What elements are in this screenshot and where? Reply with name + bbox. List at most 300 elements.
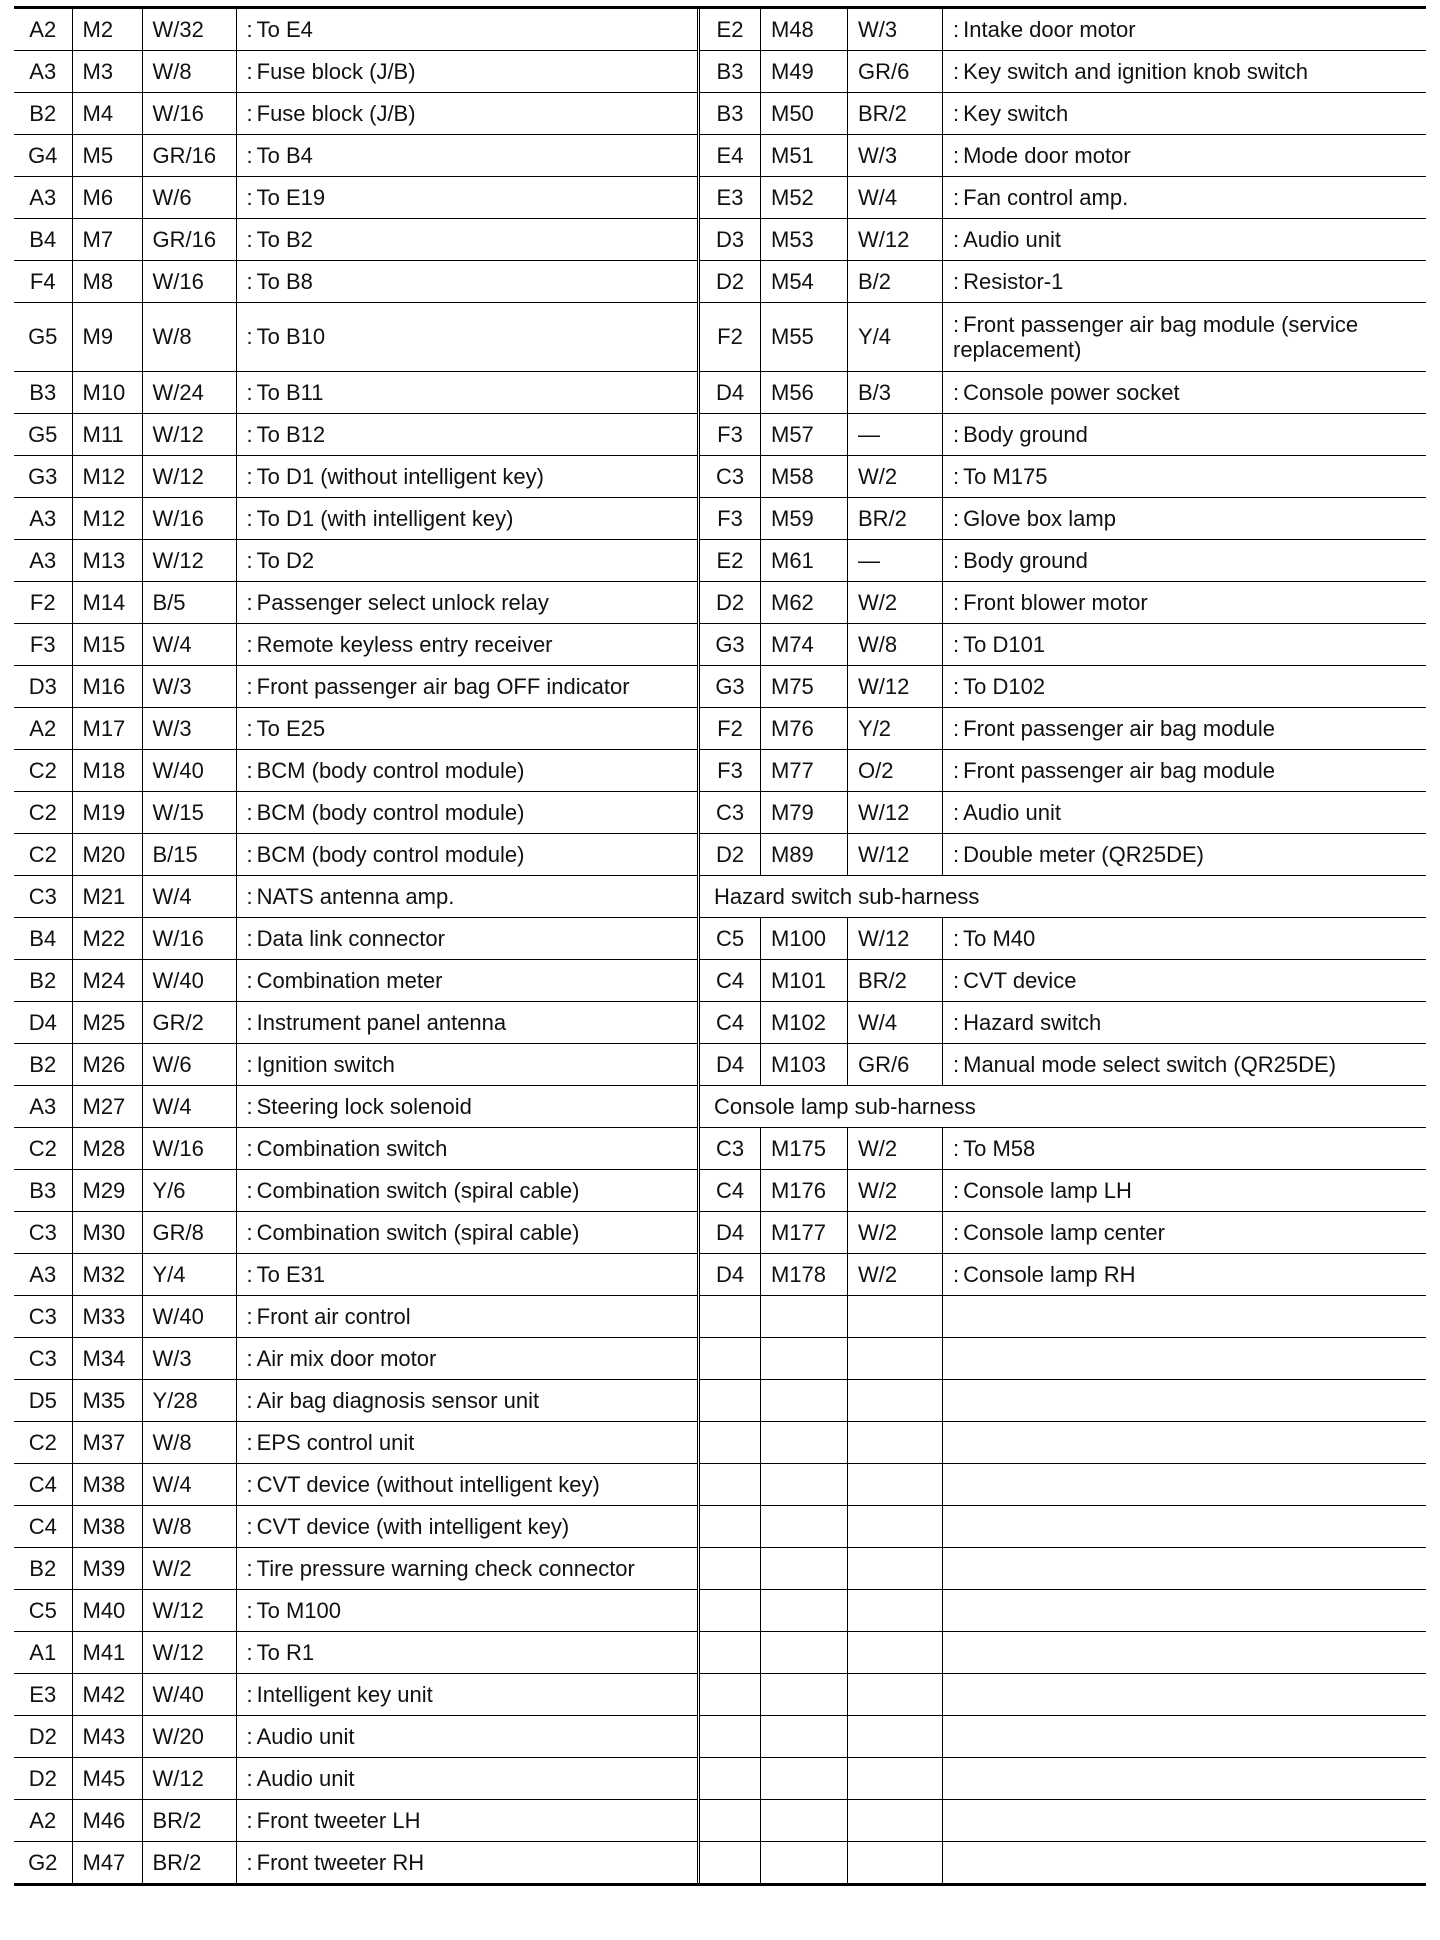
name-cell [943, 1380, 1427, 1422]
grid-reference: C3 [14, 876, 72, 918]
grid-reference: D3 [699, 219, 761, 261]
connector-row [699, 219, 1427, 261]
connector-row [699, 1170, 1427, 1212]
blank-row [699, 1758, 1427, 1800]
colon-separator: : [246, 226, 253, 252]
connector-number: M102 [761, 1002, 848, 1044]
connector-row [14, 1422, 697, 1464]
connector-type: BR/2 [142, 1842, 236, 1884]
colon-separator: : [953, 100, 960, 126]
connector-cell [761, 1842, 848, 1884]
connector-type: W/32 [142, 9, 236, 51]
connector-number: M21 [72, 876, 142, 918]
connector-name-cell [236, 792, 697, 834]
connector-type: W/4 [142, 1464, 236, 1506]
colon-separator: : [953, 715, 960, 741]
connector-number: M56 [761, 372, 848, 414]
connector-row [699, 540, 1427, 582]
type-cell [848, 1758, 943, 1800]
connector-name: To D101 [963, 631, 1046, 657]
grid-reference: A3 [14, 1254, 72, 1296]
colon-separator: : [953, 757, 960, 783]
connector-name: Front passenger air bag module [963, 715, 1275, 741]
connector-number: M14 [72, 582, 142, 624]
connector-name-cell [943, 51, 1427, 93]
connector-row [699, 303, 1427, 372]
grid-reference: F3 [699, 498, 761, 540]
connector-name-cell [236, 135, 697, 177]
connector-name-cell [236, 1506, 697, 1548]
connector-number: M11 [72, 414, 142, 456]
connector-name: To E25 [256, 715, 326, 741]
connector-number: M20 [72, 834, 142, 876]
connector-type: BR/2 [848, 960, 943, 1002]
colon-separator: : [953, 379, 960, 405]
connector-type: W/4 [142, 624, 236, 666]
grid-reference: D5 [14, 1380, 72, 1422]
grid-reference: B2 [14, 1548, 72, 1590]
connector-row [699, 498, 1427, 540]
section-header-row [699, 876, 1427, 918]
connector-type: W/12 [848, 792, 943, 834]
connector-number: M50 [761, 93, 848, 135]
connector-number: M25 [72, 1002, 142, 1044]
connector-name: CVT device (without intelligent key) [256, 1471, 600, 1497]
connector-number: M19 [72, 792, 142, 834]
connector-type: W/6 [142, 1044, 236, 1086]
grid-reference: G2 [14, 1842, 72, 1884]
connector-row [14, 51, 697, 93]
grid-reference: C2 [14, 834, 72, 876]
connector-cell [761, 1422, 848, 1464]
connector-type: W/16 [142, 1128, 236, 1170]
connector-name-cell [236, 1842, 697, 1884]
connector-type: GR/6 [848, 1044, 943, 1086]
blank-row [699, 1422, 1427, 1464]
connector-name: To M100 [256, 1597, 342, 1623]
connector-name-cell [943, 1044, 1427, 1086]
colon-separator: : [246, 1345, 253, 1371]
connector-number: M15 [72, 624, 142, 666]
colon-separator: : [953, 1219, 960, 1245]
connector-row [699, 372, 1427, 414]
connector-type: W/2 [848, 582, 943, 624]
connector-name: Front passenger air bag OFF indicator [256, 673, 630, 699]
connector-name-cell [236, 1548, 697, 1590]
connector-name: Tire pressure warning check connector [256, 1555, 635, 1581]
connector-number: M39 [72, 1548, 142, 1590]
connector-name-cell [943, 135, 1427, 177]
name-cell [943, 1632, 1427, 1674]
colon-separator: : [246, 1219, 253, 1245]
grid-reference: B3 [14, 1170, 72, 1212]
connector-type: W/8 [142, 51, 236, 93]
colon-separator: : [246, 1513, 253, 1539]
connector-type: O/2 [848, 750, 943, 792]
connector-number: M103 [761, 1044, 848, 1086]
connector-number: M100 [761, 918, 848, 960]
grid-reference: D3 [14, 666, 72, 708]
grid-reference: A3 [14, 540, 72, 582]
connector-number: M29 [72, 1170, 142, 1212]
connector-type: GR/16 [142, 135, 236, 177]
connector-name-cell [943, 1254, 1427, 1296]
grid-reference: B2 [14, 1044, 72, 1086]
connector-number: M62 [761, 582, 848, 624]
connector-type: GR/16 [142, 219, 236, 261]
connector-row [14, 1044, 697, 1086]
connector-type: W/3 [848, 135, 943, 177]
connector-name-cell [943, 1212, 1427, 1254]
colon-separator: : [953, 547, 960, 573]
connector-number: M76 [761, 708, 848, 750]
grid-cell [699, 1800, 761, 1842]
connector-name-cell [943, 93, 1427, 135]
colon-separator: : [953, 268, 960, 294]
colon-separator: : [246, 1807, 253, 1833]
connector-type: Y/6 [142, 1170, 236, 1212]
connector-type: W/20 [142, 1716, 236, 1758]
connector-name: Console power socket [963, 379, 1180, 405]
type-cell [848, 1842, 943, 1884]
connector-name-cell [943, 540, 1427, 582]
connector-name-cell [236, 303, 697, 372]
connector-number: M177 [761, 1212, 848, 1254]
connector-name: Manual mode select switch (QR25DE) [963, 1051, 1337, 1077]
connector-row [699, 177, 1427, 219]
colon-separator: : [246, 883, 253, 909]
connector-number: M48 [761, 9, 848, 51]
connector-type: BR/2 [848, 498, 943, 540]
grid-reference: D4 [699, 1254, 761, 1296]
connector-name: To D102 [963, 673, 1046, 699]
connector-number: M59 [761, 498, 848, 540]
grid-reference: C4 [14, 1464, 72, 1506]
colon-separator: : [953, 925, 960, 951]
connector-name-cell [236, 1464, 697, 1506]
colon-separator: : [953, 226, 960, 252]
grid-reference: C3 [14, 1338, 72, 1380]
grid-reference: F2 [14, 582, 72, 624]
grid-reference: F3 [699, 414, 761, 456]
connector-name-cell [236, 51, 697, 93]
connector-name-cell [236, 372, 697, 414]
connector-name-cell [236, 876, 697, 918]
connector-row [699, 708, 1427, 750]
colon-separator: : [246, 379, 253, 405]
connector-name: CVT device (with intelligent key) [256, 1513, 570, 1539]
grid-reference: B4 [14, 219, 72, 261]
connector-name-cell [943, 177, 1427, 219]
connector-row [14, 876, 697, 918]
type-cell [848, 1422, 943, 1464]
connector-table-right [697, 9, 1426, 1883]
connector-type: W/15 [142, 792, 236, 834]
connector-row [699, 9, 1427, 51]
connector-row [699, 624, 1427, 666]
grid-cell [699, 1758, 761, 1800]
colon-separator: : [953, 184, 960, 210]
colon-separator: : [953, 1051, 960, 1077]
connector-table-left [14, 9, 697, 1883]
connector-name: Remote keyless entry receiver [256, 631, 553, 657]
colon-separator: : [953, 463, 960, 489]
connector-cell [761, 1464, 848, 1506]
colon-separator: : [246, 1723, 253, 1749]
connector-type: W/40 [142, 750, 236, 792]
connector-row [14, 9, 697, 51]
grid-reference: D4 [699, 1044, 761, 1086]
connector-type: W/12 [848, 834, 943, 876]
connector-number: M13 [72, 540, 142, 582]
connector-number: M26 [72, 1044, 142, 1086]
connector-number: M32 [72, 1254, 142, 1296]
connector-name: Front passenger air bag module (service replacement) [953, 311, 1359, 362]
connector-name-cell [236, 582, 697, 624]
connector-name: Audio unit [256, 1723, 355, 1749]
connector-number: M22 [72, 918, 142, 960]
colon-separator: : [246, 16, 253, 42]
connector-number: M53 [761, 219, 848, 261]
connector-type: W/8 [142, 1506, 236, 1548]
connector-cell [761, 1590, 848, 1632]
colon-separator: : [953, 16, 960, 42]
connector-name-cell [236, 1086, 697, 1128]
connector-name: Passenger select unlock relay [256, 589, 549, 615]
colon-separator: : [246, 463, 253, 489]
connector-name: Combination meter [256, 967, 443, 993]
connector-row [699, 792, 1427, 834]
connector-type: W/40 [142, 1296, 236, 1338]
grid-reference: G5 [14, 414, 72, 456]
connector-name-cell [236, 1800, 697, 1842]
type-cell [848, 1590, 943, 1632]
connector-number: M74 [761, 624, 848, 666]
connector-number: M37 [72, 1422, 142, 1464]
grid-cell [699, 1464, 761, 1506]
name-cell [943, 1338, 1427, 1380]
connector-number: M18 [72, 750, 142, 792]
connector-type: Y/2 [848, 708, 943, 750]
type-cell [848, 1506, 943, 1548]
grid-reference: A1 [14, 1632, 72, 1674]
type-cell [848, 1716, 943, 1758]
connector-number: M54 [761, 261, 848, 303]
grid-reference: C3 [14, 1296, 72, 1338]
grid-reference: C3 [699, 1128, 761, 1170]
grid-reference: C2 [14, 792, 72, 834]
connector-name: Front air control [256, 1303, 411, 1329]
colon-separator: : [246, 589, 253, 615]
name-cell [943, 1716, 1427, 1758]
colon-separator: : [246, 1009, 253, 1035]
blank-row [699, 1674, 1427, 1716]
grid-reference: D4 [14, 1002, 72, 1044]
connector-name-cell [943, 834, 1427, 876]
connector-name-cell [236, 666, 697, 708]
grid-reference: C5 [699, 918, 761, 960]
connector-number: M61 [761, 540, 848, 582]
connector-cell [761, 1548, 848, 1590]
colon-separator: : [953, 631, 960, 657]
connector-type: Y/28 [142, 1380, 236, 1422]
type-cell [848, 1464, 943, 1506]
connector-row [699, 1254, 1427, 1296]
colon-separator: : [953, 967, 960, 993]
connector-type: W/2 [848, 456, 943, 498]
grid-cell [699, 1422, 761, 1464]
connector-name: To E19 [256, 184, 326, 210]
connector-type: GR/6 [848, 51, 943, 93]
connector-name-cell [943, 498, 1427, 540]
connector-number: M17 [72, 708, 142, 750]
grid-reference: A2 [29, 16, 57, 42]
connector-name: To B2 [256, 226, 313, 252]
connector-name-cell [236, 1170, 697, 1212]
connector-name-cell [943, 624, 1427, 666]
connector-number: M10 [72, 372, 142, 414]
connector-name: Front blower motor [963, 589, 1148, 615]
grid-reference: E3 [14, 1674, 72, 1716]
connector-type: W/4 [848, 177, 943, 219]
colon-separator: : [246, 841, 253, 867]
type-cell [848, 1674, 943, 1716]
connector-type: — [848, 540, 943, 582]
connector-number: M49 [761, 51, 848, 93]
connector-name: Instrument panel antenna [256, 1009, 507, 1035]
grid-reference: C4 [699, 960, 761, 1002]
blank-row [699, 1464, 1427, 1506]
connector-name: Air mix door motor [256, 1345, 437, 1371]
connector-name-cell [236, 1044, 697, 1086]
connector-name: Intake door motor [963, 16, 1136, 42]
name-cell [943, 1296, 1427, 1338]
grid-reference: C4 [699, 1002, 761, 1044]
connector-name: Combination switch (spiral cable) [256, 1219, 580, 1245]
blank-row [699, 1380, 1427, 1422]
connector-name-cell [236, 834, 697, 876]
section-title: Console lamp sub-harness [699, 1086, 1427, 1128]
grid-reference: C5 [14, 1590, 72, 1632]
connector-type: W/16 [142, 261, 236, 303]
connector-number: M79 [761, 792, 848, 834]
connector-name-cell [236, 9, 697, 51]
grid-cell [699, 1842, 761, 1884]
name-cell [943, 1548, 1427, 1590]
colon-separator: : [246, 967, 253, 993]
connector-row [699, 93, 1427, 135]
connector-name: To B12 [256, 421, 326, 447]
connector-type: W/12 [142, 1632, 236, 1674]
connector-number: M55 [761, 303, 848, 372]
grid-reference: A3 [14, 498, 72, 540]
colon-separator: : [246, 1681, 253, 1707]
colon-separator: : [246, 1303, 253, 1329]
connector-row [14, 177, 697, 219]
connector-name: Mode door motor [963, 142, 1131, 168]
connector-number: M12 [72, 456, 142, 498]
connector-row [14, 1506, 697, 1548]
connector-name-cell [236, 1632, 697, 1674]
connector-number: M9 [72, 303, 142, 372]
connector-name-cell [943, 708, 1427, 750]
connector-type: W/12 [142, 1590, 236, 1632]
connector-number: M16 [72, 666, 142, 708]
grid-reference: C3 [699, 456, 761, 498]
connector-name-cell [943, 9, 1427, 51]
connector-name: Audio unit [256, 1765, 355, 1791]
connector-row [14, 498, 697, 540]
connector-row [14, 1800, 697, 1842]
connector-name: To M40 [963, 925, 1036, 951]
connector-type: W/2 [848, 1170, 943, 1212]
colon-separator: : [246, 100, 253, 126]
connector-row [14, 261, 697, 303]
connector-name: NATS antenna amp. [256, 883, 455, 909]
connector-type: W/8 [142, 1422, 236, 1464]
connector-type: W/4 [848, 1002, 943, 1044]
connector-number: M34 [72, 1338, 142, 1380]
colon-separator: : [246, 799, 253, 825]
connector-row [699, 918, 1427, 960]
grid-reference: C4 [699, 1170, 761, 1212]
connector-name-cell [943, 372, 1427, 414]
connector-row [699, 135, 1427, 177]
connector-type: W/12 [142, 540, 236, 582]
connector-number: M38 [72, 1464, 142, 1506]
connector-row [14, 1338, 697, 1380]
connector-row [14, 1380, 697, 1422]
connector-type: W/3 [142, 1338, 236, 1380]
colon-separator: : [953, 589, 960, 615]
connector-type: W/12 [848, 918, 943, 960]
grid-reference: D4 [699, 1212, 761, 1254]
connector-name: Data link connector [256, 925, 445, 951]
connector-name: To D1 (with intelligent key) [256, 505, 514, 531]
connector-name-cell [943, 414, 1427, 456]
connector-row [14, 1170, 697, 1212]
connector-name-cell [236, 624, 697, 666]
connector-type: W/8 [848, 624, 943, 666]
connector-name-cell [236, 1716, 697, 1758]
connector-number: M3 [72, 51, 142, 93]
connector-row [14, 1590, 697, 1632]
connector-row [699, 1044, 1427, 1086]
connector-row [14, 666, 697, 708]
connector-number: M178 [761, 1254, 848, 1296]
blank-row [699, 1506, 1427, 1548]
connector-name-cell [236, 93, 697, 135]
connector-name: BCM (body control module) [256, 757, 525, 783]
grid-reference: C4 [14, 1506, 72, 1548]
connector-name: To M58 [963, 1135, 1036, 1161]
colon-separator: : [246, 1051, 253, 1077]
connector-number: M175 [761, 1128, 848, 1170]
colon-separator: : [246, 58, 253, 84]
colon-separator: : [953, 421, 960, 447]
connector-number: M47 [72, 1842, 142, 1884]
colon-separator: : [953, 1261, 960, 1287]
connector-type: W/2 [848, 1128, 943, 1170]
connector-row [14, 960, 697, 1002]
colon-separator: : [246, 1093, 253, 1119]
type-cell [848, 1380, 943, 1422]
section-header-row [699, 1086, 1427, 1128]
connector-number: M43 [72, 1716, 142, 1758]
connector-name-cell [236, 750, 697, 792]
colon-separator: : [246, 505, 253, 531]
connector-name: To B8 [256, 268, 313, 294]
